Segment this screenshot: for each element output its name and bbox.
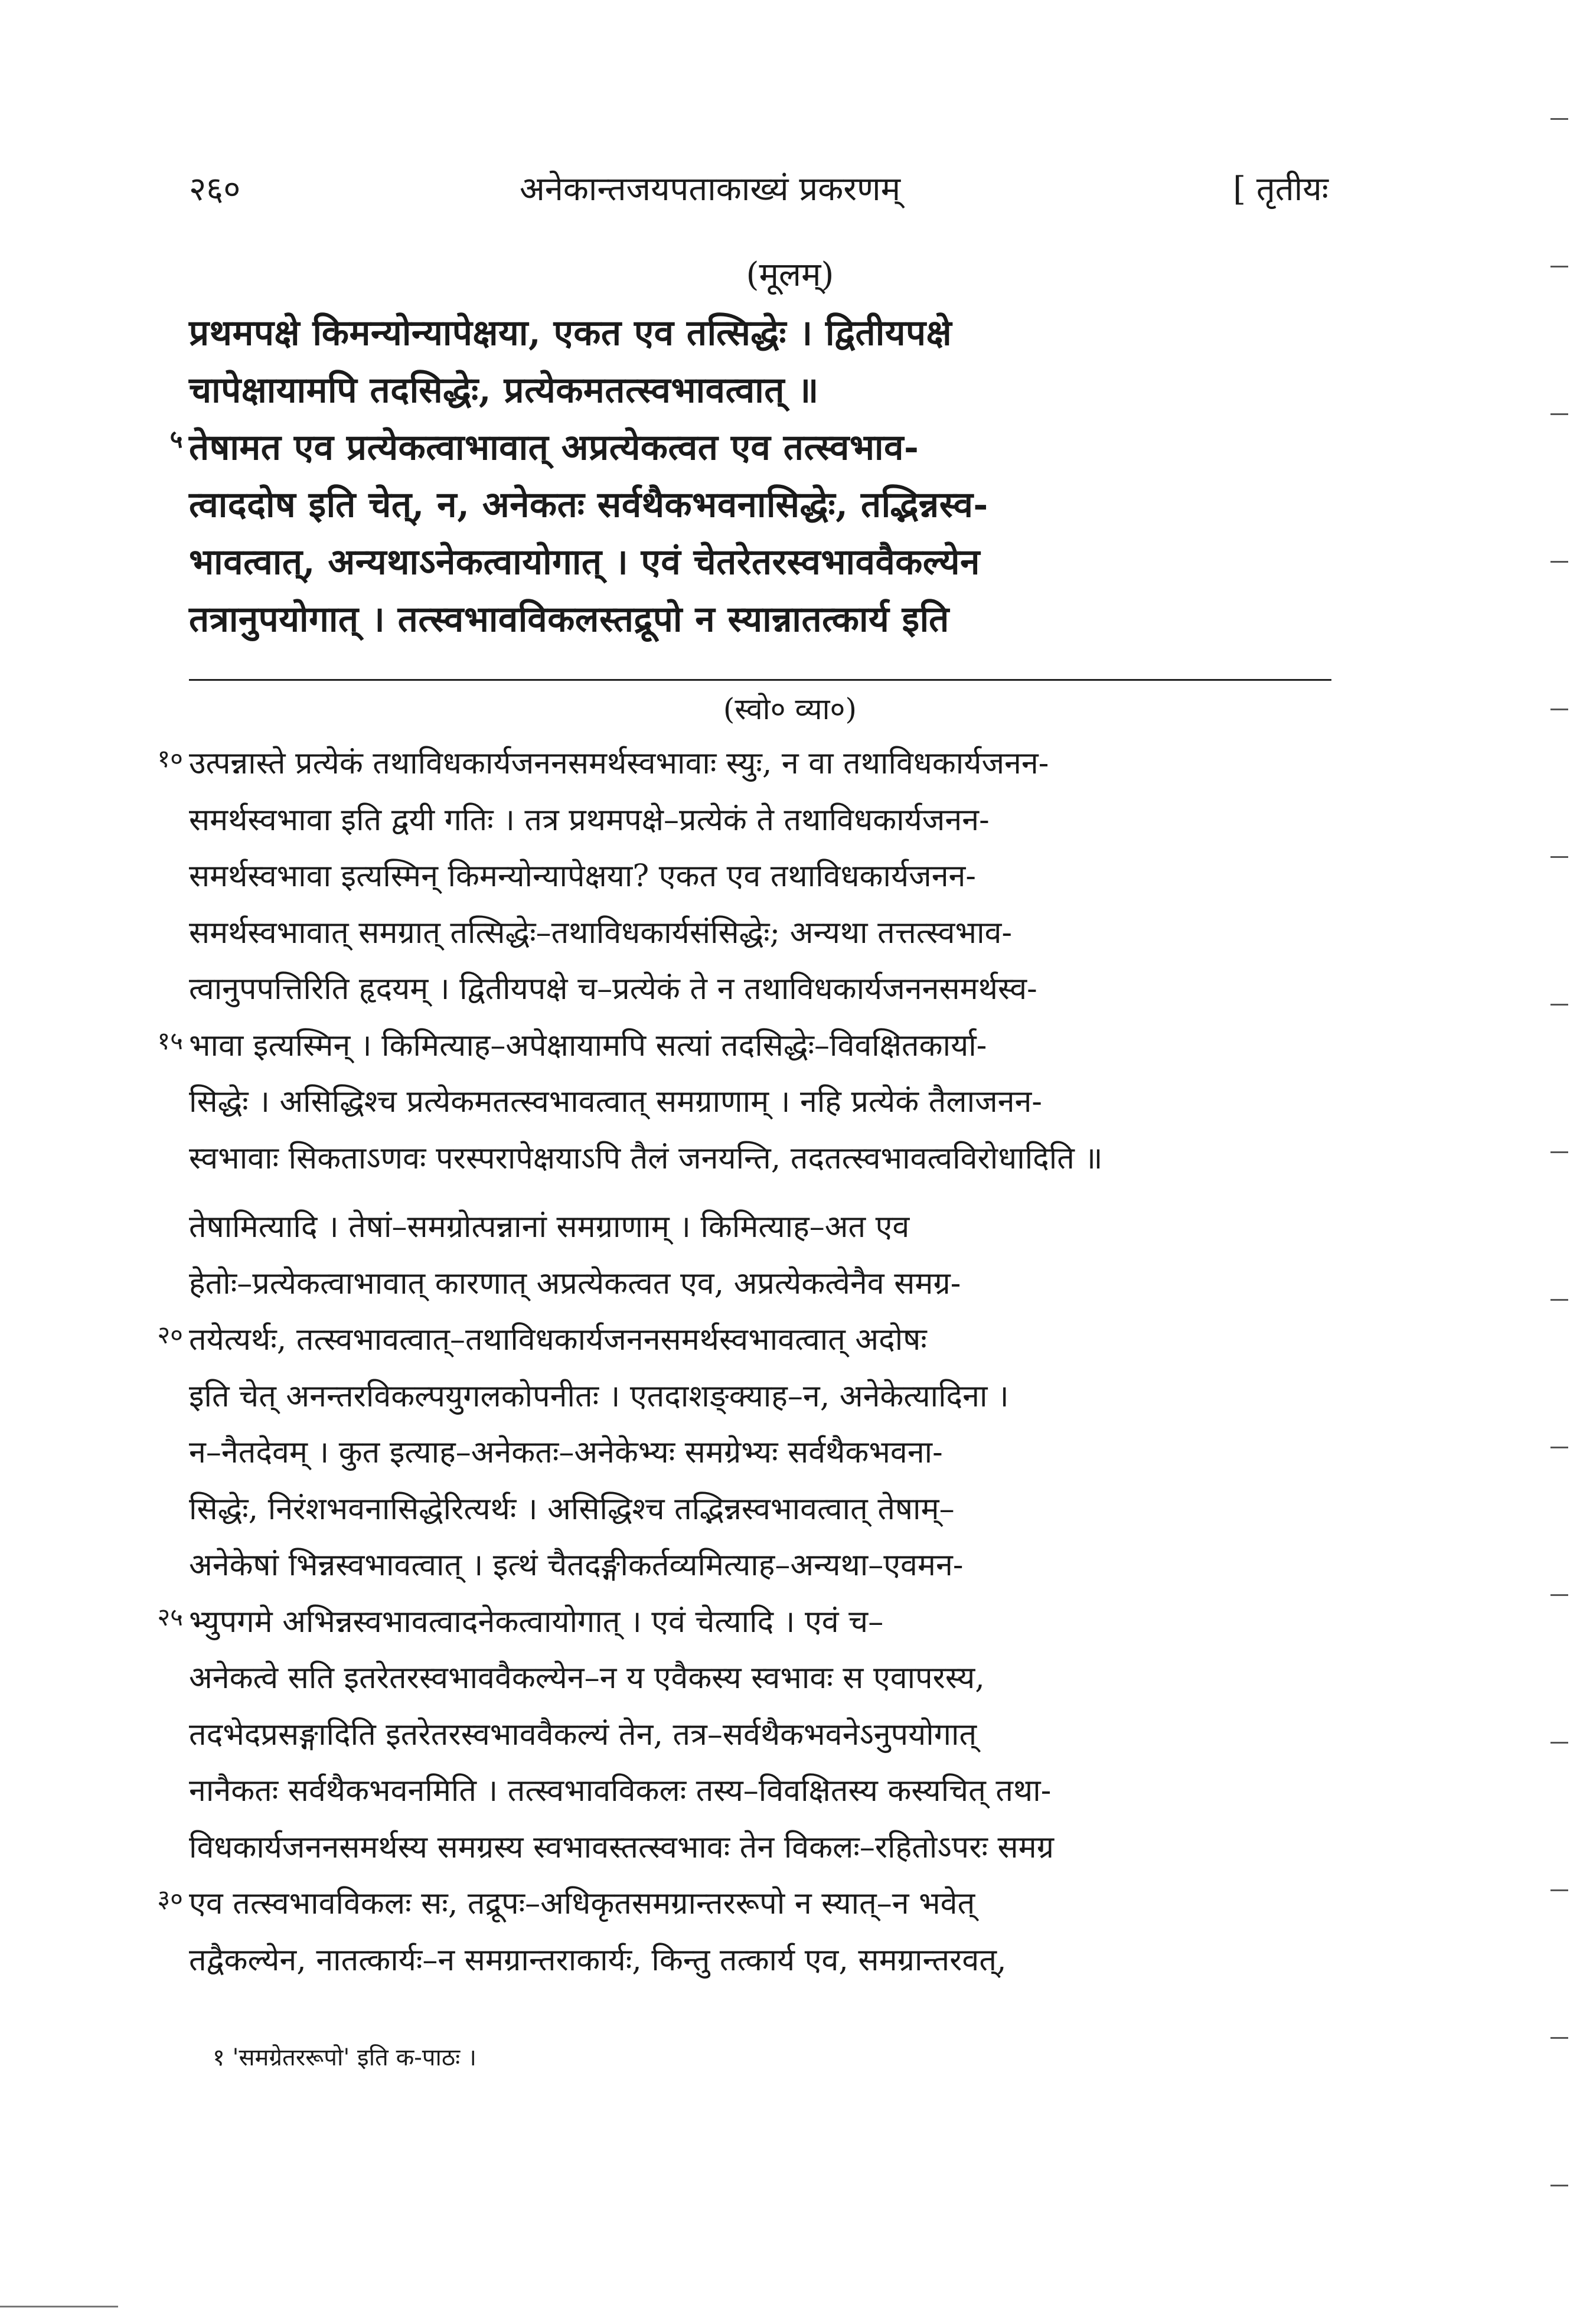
commentary-text [157, 741, 1328, 1192]
line-number: २५ [157, 1602, 183, 1631]
line-text: भावत्वात्, अन्यथाऽनेकत्वायोगात् । एवं चेतरेतरस्वभाववैकल्येन [189, 541, 980, 583]
line-text: तत्रानुपयोगात् । तत्स्वभावविकलस्तद्रूपो न स्यान्नातत्कार्य इति [189, 599, 949, 640]
bottom-rule [0, 2306, 118, 2307]
line-text: न–नैतदेवम् । कुत इत्याह–अनेकतः–अनेकेभ्यः समग्रेभ्यः सर्वथैकभवना- [189, 1435, 943, 1470]
line-text: विधकार्यजननसमर्थस्य समग्रस्य स्वभावस्तत्स्वभावः तेन विकलः–रहितोऽपरः समग्र [189, 1829, 1055, 1865]
text-line [157, 1023, 1328, 1080]
text-line [189, 479, 1328, 536]
text-line [189, 1712, 1328, 1769]
text-line [157, 1600, 1328, 1656]
text-line [189, 854, 1328, 910]
text-line [189, 1261, 1328, 1318]
line-text: भ्युपगमे अभिन्नस्वभावत्वादनेकत्वायोगात् । एवं चेत्यादि । एवं च– [189, 1604, 884, 1640]
line-text: त्वानुपपत्तिरिति हृदयम् । द्वितीयपक्षे च–प्रत्येकं ते न तथाविधकार्यजननसमर्थस्व- [189, 971, 1037, 1007]
text-line [189, 1374, 1328, 1431]
text-line [189, 1079, 1328, 1136]
text-line [189, 1205, 1328, 1261]
line-text: अनेकेषां भिन्नस्वभावत्वात् । इत्थं चैतदङ्गीकर्तव्यमित्याह–अन्यथा–एवमन- [189, 1548, 964, 1583]
line-number: २० [157, 1320, 183, 1349]
line-text: तेषामत एव प्रत्येकत्वाभावात् अप्रत्येकत्वत एव तत्स्वभाव- [189, 427, 919, 468]
line-text: इति चेत् अनन्तरविकल्पयुगलकोपनीतः । एतदाशङ्क्याह–न, अनेकेत्यादिना । [189, 1378, 1009, 1414]
text-line [189, 1768, 1328, 1825]
line-text: समर्थस्वभावा इति द्वयी गतिः । तत्र प्रथमपक्षे–प्रत्येकं ते तथाविधकार्यजनन- [189, 802, 990, 838]
line-text: तयेत्यर्थः, तत्स्वभावत्वात्–तथाविधकार्यजननसमर्थस्वभावत्वात् अदोषः [189, 1322, 927, 1357]
line-text: समर्थस्वभावा इत्यस्मिन् किमन्योन्यापेक्षया? एकत एव तथाविधकार्यजनन- [189, 859, 976, 894]
margin-marks [1509, 0, 1580, 2324]
line-text: सिद्धेः । असिद्धिश्च प्रत्येकमतत्स्वभावत्वात् समग्राणाम् । नहि प्रत्येकं तैलाजनन- [189, 1084, 1042, 1119]
line-number: ५ [169, 425, 183, 453]
text-line [189, 798, 1328, 854]
text-line [189, 1430, 1328, 1487]
text-line [189, 1656, 1328, 1712]
text-line [189, 1543, 1328, 1600]
text-line [189, 593, 1328, 651]
text-line [157, 1317, 1328, 1374]
mula-heading: (मूलम्) [746, 256, 834, 294]
running-title: अनेकान्तजयपताकाख्यं प्रकरणम् [520, 170, 901, 208]
text-line [157, 1881, 1328, 1938]
line-text: भावा इत्यस्मिन् । किमित्याह–अपेक्षायामपि सत्यां तदसिद्धेः–विवक्षितकार्या- [189, 1027, 987, 1063]
text-line [189, 910, 1328, 967]
line-text: स्वभावाः सिकताऽणवः परस्परापेक्षयाऽपि तैलं जनयन्ति, तदतत्स्वभावत्वविरोधादिति ॥ [189, 1140, 1103, 1176]
text-line [189, 307, 1328, 364]
vyakhya-heading: (स्वो० व्या०) [723, 692, 857, 726]
line-number: ३० [157, 1884, 183, 1913]
line-number: १५ [157, 1026, 183, 1055]
commentary-text-2 [157, 1205, 1328, 1994]
section-label: [ तृतीयः [1233, 170, 1328, 208]
text-line [189, 1825, 1328, 1882]
text-line [189, 364, 1328, 422]
mula-text [169, 307, 1328, 651]
text-line [189, 1938, 1328, 1995]
page-header [189, 165, 1328, 218]
line-text: सिद्धेः, निरंशभवनासिद्धेरित्यर्थः । असिद्धिश्च तद्भिन्नस्वभावत्वात् तेषाम्– [189, 1491, 955, 1527]
page-number: २६० [189, 170, 241, 208]
line-text: त्वाददोष इति चेत्, न, अनेकतः सर्वथैकभवनासिद्धेः, तद्भिन्नस्व- [189, 484, 988, 525]
text-line [189, 1487, 1328, 1543]
line-text: तद्वैकल्येन, नातत्कार्यः–न समग्रान्तराकार्यः, किन्तु तत्कार्य एव, समग्रान्तरवत्, [189, 1942, 1007, 1978]
line-text: अनेकत्वे सति इतरेतरस्वभाववैकल्येन–न य एवैकस्य स्वभावः स एवापरस्य, [189, 1660, 985, 1696]
line-text: उत्पन्नास्ते प्रत्येकं तथाविधकार्यजननसमर्थस्वभावाः स्युः, न वा तथाविधकार्यजनन- [189, 746, 1049, 781]
line-text: हेतोः–प्रत्येकत्वाभावात् कारणात् अप्रत्येकत्वत एव, अप्रत्येकत्वेनैव समग्र- [189, 1265, 961, 1301]
text-line [189, 536, 1328, 593]
text-line [169, 422, 1328, 479]
text-line [157, 741, 1328, 798]
line-text: समर्थस्वभावात् समग्रात् तत्सिद्धेः–तथाविधकार्यसंसिद्धेः; अन्यथा तत्तत्स्वभाव- [189, 915, 1013, 951]
line-text: नानैकतः सर्वथैकभवनमिति । तत्स्वभावविकलः तस्य–विवक्षितस्य कस्यचित् तथा- [189, 1773, 1052, 1809]
footnote: १ 'समग्रेतररूपो' इति क-पाठः । [213, 2044, 477, 2071]
line-text: एव तत्स्वभावविकलः सः, तद्रूपः–अधिकृतसमग्रान्तररूपो न स्यात्–न भवेत् [189, 1886, 975, 1921]
line-text: तेषामित्यादि । तेषां–समग्रोत्पन्नानां समग्राणाम् । किमित्याह–अत एव [189, 1209, 910, 1245]
line-text: प्रथमपक्षे किमन्योन्यापेक्षया, एकत एव तत्सिद्धेः । द्वितीयपक्षे [189, 312, 952, 354]
section-divider [189, 679, 1331, 681]
text-line [189, 1136, 1328, 1193]
line-number: १० [157, 744, 183, 773]
line-text: तदभेदप्रसङ्गादिति इतरेतरस्वभाववैकल्यं तेन, तत्र–सर्वथैकभवनेऽनुपयोगात् [189, 1716, 977, 1752]
text-line [189, 967, 1328, 1023]
line-text: चापेक्षायामपि तदसिद्धेः, प्रत्येकमतत्स्वभावत्वात् ॥ [189, 370, 819, 411]
